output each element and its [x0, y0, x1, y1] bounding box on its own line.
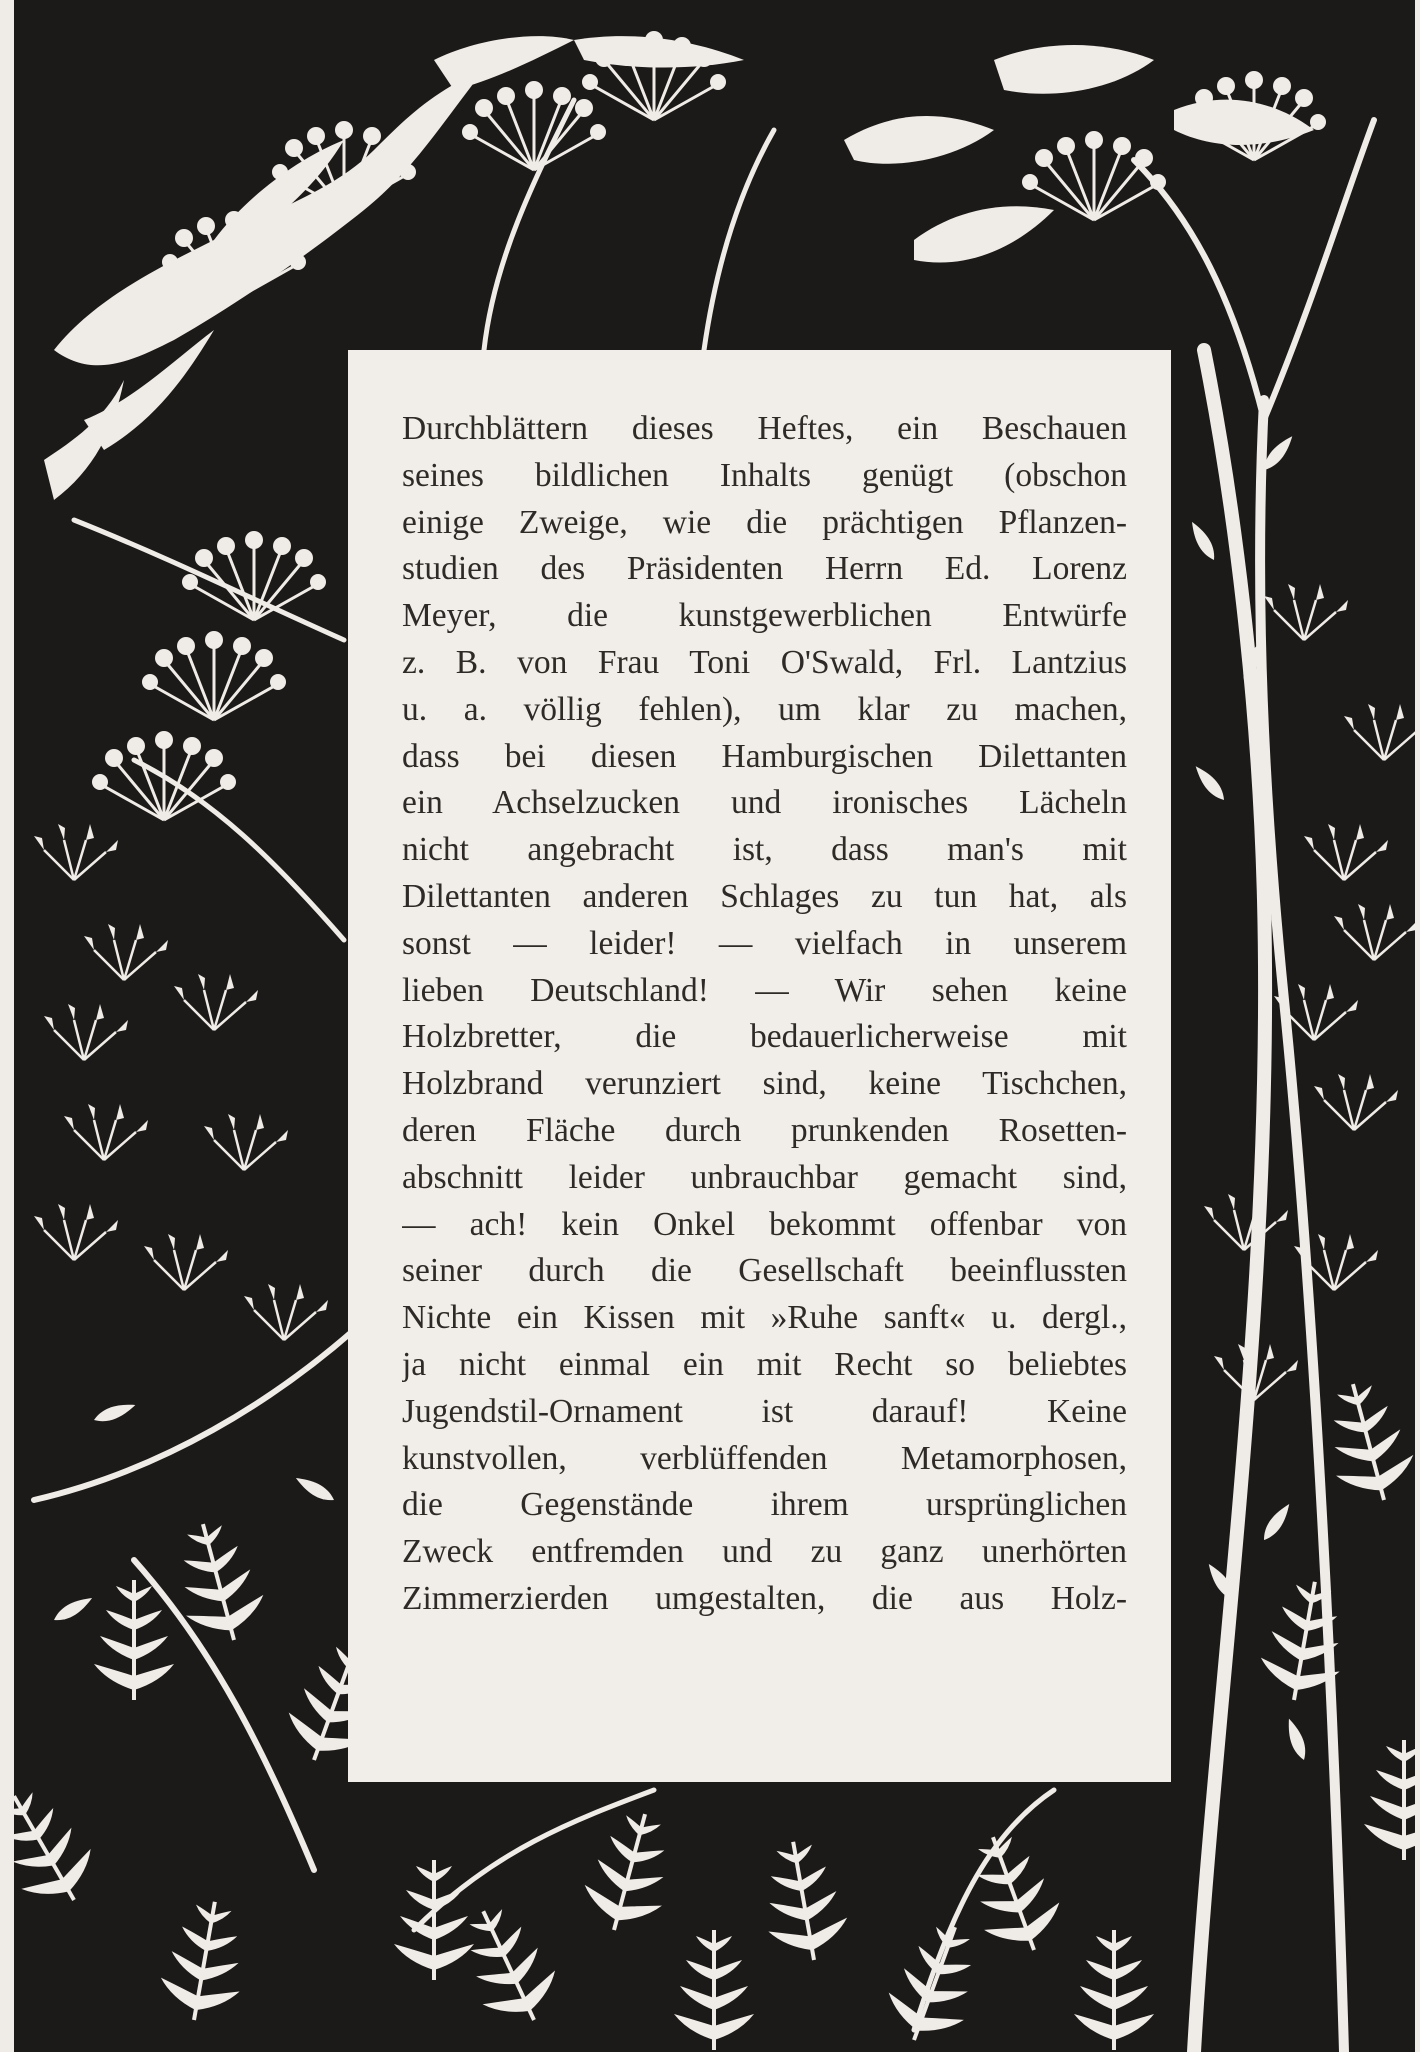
text-line: u. a. völlig fehlen), um klar zu machen, [402, 690, 1127, 728]
text-line: Holzbretter, die bedauerlicherweise mit [402, 1018, 1127, 1056]
text-line: Durchblättern dieses Heftes, ein Beschauen [402, 410, 1127, 447]
text-line: Zweck entfremden und zu ganz unerhörten [402, 1533, 1127, 1571]
text-line: kunstvollen, verblüffenden Metamorphosen, [402, 1439, 1127, 1477]
text-line: Holzbrand verunziert sind, keine Tischchen, [402, 1065, 1127, 1103]
text-line: Zimmerzierden umgestalten, die aus Holz- [402, 1579, 1127, 1617]
text-line: nicht angebracht ist, dass man's mit [402, 831, 1127, 869]
text-line: seines bildlichen Inhalts genügt (obschon [402, 456, 1127, 494]
text-line: abschnitt leider unbrauchbar gemacht sind, [402, 1158, 1127, 1196]
text-panel [348, 350, 1171, 1782]
text-line: die Gegenstände ihrem ursprünglichen [402, 1486, 1127, 1524]
text-line: Dilettanten anderen Schlages zu tun hat, als [402, 877, 1127, 915]
text-line: — ach! kein Onkel bekommt offenbar von [402, 1205, 1127, 1243]
text-line: ja nicht einmal ein mit Recht so beliebtes [402, 1345, 1127, 1383]
text-line: lieben Deutschland! — Wir sehen keine [402, 971, 1127, 1009]
text-line: sonst — leider! — vielfach in unserem [402, 924, 1127, 962]
text-line: ein Achselzucken und ironisches Lächeln [402, 784, 1127, 822]
text-line: Meyer, die kunstgewerblichen Entwürfe [402, 597, 1127, 635]
text-line: einige Zweige, wie die prächtigen Pflanzen- [402, 503, 1127, 541]
text-line: Jugendstil-Ornament ist darauf! Keine [402, 1392, 1127, 1430]
text-line: dass bei diesen Hamburgischen Dilettanten [402, 737, 1127, 775]
text-line: z. B. von Frau Toni O'Swald, Frl. Lantzius [402, 643, 1127, 681]
text-line: studien des Präsidenten Herrn Ed. Lorenz [402, 550, 1127, 588]
text-line: deren Fläche durch prunkenden Rosetten- [402, 1111, 1127, 1149]
text-line: Nichte ein Kissen mit »Ruhe sanft« u. dergl., [402, 1299, 1127, 1337]
text-line: seiner durch die Gesellschaft beeinflussten [402, 1252, 1127, 1290]
